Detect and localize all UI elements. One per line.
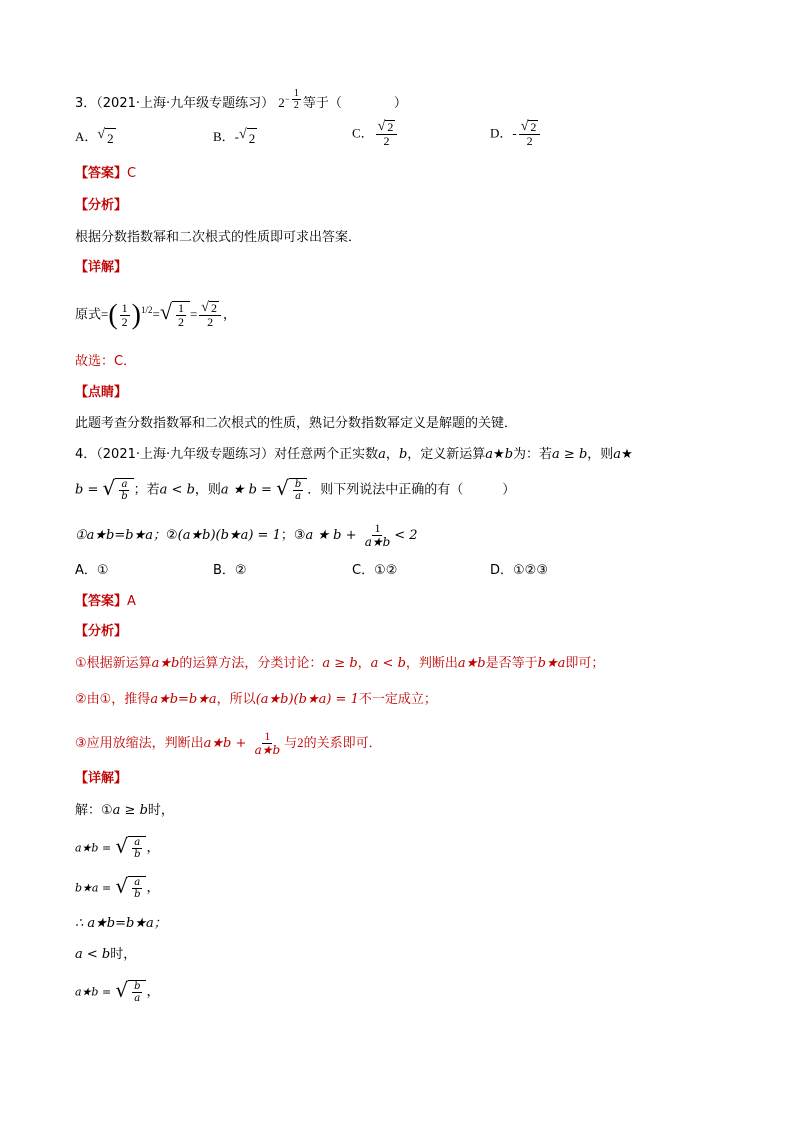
q4-option-d: D．①②③ xyxy=(490,563,548,578)
q3-source: （2021·上海·九年级专题练习） xyxy=(96,95,275,111)
q4-detail-1: 解：①a ≥ b时， xyxy=(75,803,174,818)
q3-stem xyxy=(75,88,407,114)
q3-expression: $2^{- \frac{1}{2}}$ xyxy=(278,88,299,111)
q3-detail-formula: 原式=( $\frac{1}{2}$ )$^{1/2}$= √ $\frac{1}{2}$ = √ 2 2 ， xyxy=(75,299,236,331)
q3-analysis-text: 根据分数指数幂和二次根式的性质即可求出答案． xyxy=(75,230,362,245)
q3-option-d: D．- √ 2 2 xyxy=(490,120,542,149)
q4-detail-6: a★b = √ $\frac{b}{a}$ ， xyxy=(75,978,160,1004)
q3-analysis-tag: 【分析】 xyxy=(75,198,128,213)
q4-analysis-2: ②由①，推得a★b=b★a，所以(a★b)(b★a) = 1不一定成立； xyxy=(75,692,437,707)
q3-comment-text: 此题考查分数指数幂和二次根式的性质，熟记分数指数幂定义是解题的关键． xyxy=(75,416,518,431)
q4-analysis-1: ①根据新运算a★b的运算方法，分类讨论：a ≥ b，a < b，判断出a★b是否等于b★a即可； xyxy=(75,656,605,671)
q3-number: 3． xyxy=(75,95,97,111)
q4-detail-4: ∴ a★b=b★a； xyxy=(75,916,167,931)
q4-detail-2: a★b = √ $\frac{a}{b}$ ， xyxy=(75,834,160,860)
q4-statements: ①a★b=b★a；②(a★b)(b★a) = 1；③a ★ b + $\frac{1}{a★b}$ < 2 xyxy=(75,521,418,550)
q3-choose: 故选：C． xyxy=(75,354,137,369)
q4-detail-tag: 【详解】 xyxy=(75,771,128,786)
q4-analysis-3: ③应用放缩法，判断出a★b + $\frac{1}{a★b}$ 与2的关系即可． xyxy=(75,729,382,758)
q3-option-c: C． √ 2 2 xyxy=(352,120,399,149)
q4-stem-line2: b = √ $\frac{a}{b}$ ；若a < b，则a ★ b = √ $\frac{b}{a}$ ．则下列说法中正确的有（ ） xyxy=(75,476,516,502)
q3-answer: 【答案】C xyxy=(75,166,137,181)
q4-analysis-tag: 【分析】 xyxy=(75,624,128,639)
q3-option-b: B．- √ 2 xyxy=(213,127,257,149)
q4-option-a: A．① xyxy=(75,563,109,578)
q4-answer: 【答案】A xyxy=(75,594,136,609)
q3-option-a: A． √ 2 xyxy=(75,127,116,149)
q3-stem-tail: 等于（ ） xyxy=(302,95,407,111)
q3-detail-tag: 【详解】 xyxy=(75,260,128,275)
q4-detail-3: b★a = √ $\frac{a}{b}$ ， xyxy=(75,874,160,900)
q4-detail-5: a < b时， xyxy=(75,947,137,962)
q3-comment-tag: 【点睛】 xyxy=(75,385,128,400)
q4-option-b: B．② xyxy=(213,563,247,578)
q4-stem-line1: 4．（2021·上海·九年级专题练习）对任意两个正实数a，b，定义新运算a★b为：若a ≥ b，则a★ xyxy=(75,447,633,462)
q4-option-c: C．①② xyxy=(352,563,398,578)
